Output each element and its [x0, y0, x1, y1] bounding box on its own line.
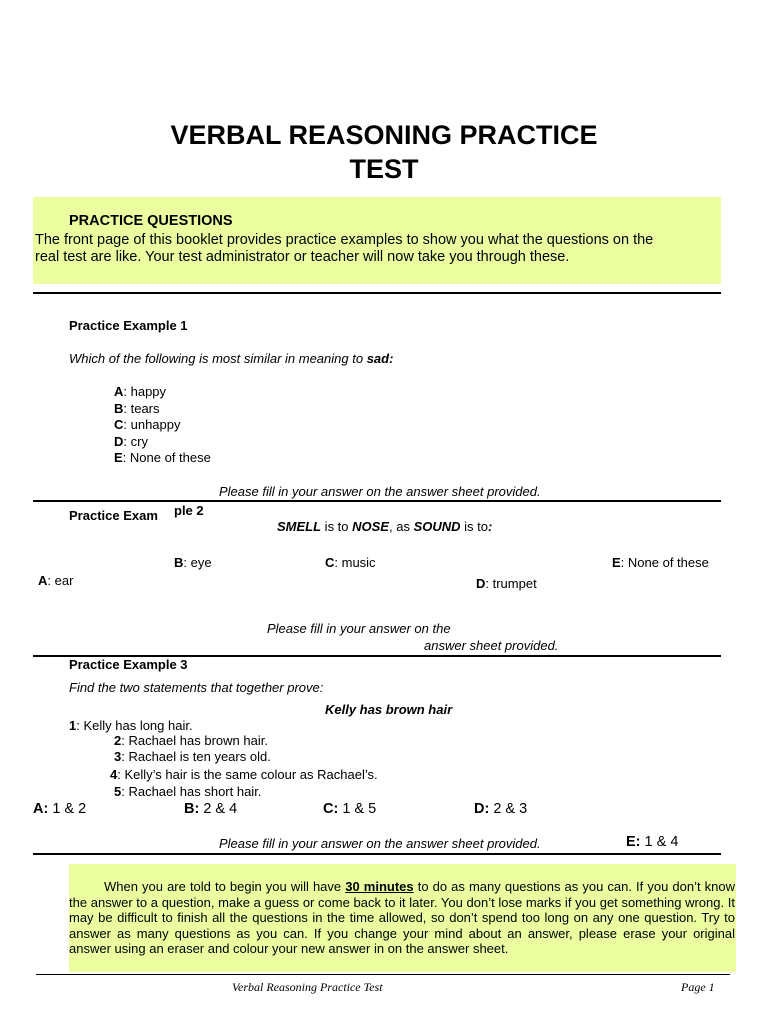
option-b: B: tears — [114, 401, 160, 416]
option-d: D: cry — [114, 434, 148, 449]
example-2-fill-note-line-1: Please fill in your answer on the — [267, 621, 451, 636]
statement-1: 1: Kelly has long hair. — [69, 718, 193, 733]
divider — [33, 853, 721, 855]
example-3-heading: Practice Example 3 — [69, 657, 188, 672]
option-a: A: happy — [114, 384, 167, 399]
footer-title: Verbal Reasoning Practice Test — [232, 980, 383, 994]
example-1-heading: Practice Example 1 — [69, 318, 188, 333]
answer-e: E: 1 & 4 — [626, 834, 679, 850]
question-word: sad: — [366, 351, 394, 366]
example-2-question: SMELL is to NOSE, as SOUND is to: — [277, 519, 493, 534]
example-2-heading-part-1: Practice Exam — [69, 508, 158, 523]
statement-4: 4: Kelly’s hair is the same colour as Rachael’s. — [110, 767, 378, 782]
statement-3: 3: Rachael is ten years old. — [114, 749, 271, 764]
option-e: E: None of these — [114, 450, 211, 465]
option-d: D: trumpet — [476, 576, 537, 591]
example-3-question: Find the two statements that together prove: — [69, 680, 324, 695]
option-c: C: music — [325, 555, 376, 570]
option-b: B: eye — [174, 555, 212, 570]
answer-c: C: 1 & 5 — [323, 801, 377, 817]
time-limit: 30 minutes — [345, 879, 414, 894]
statement-5: 5: Rachael has short hair. — [114, 784, 262, 799]
answer-a: A: 1 & 2 — [33, 801, 87, 817]
page-title-line-2: TEST — [349, 154, 419, 184]
statement-2: 2: Rachael has brown hair. — [114, 733, 268, 748]
example-2-fill-note-line-2: answer sheet provided. — [424, 638, 559, 653]
question-text: Which of the following is most similar in meaning to — [69, 351, 367, 366]
example-3-fill-note: Please fill in your answer on the answer sheet provided. — [219, 836, 541, 851]
intro-heading: PRACTICE QUESTIONS — [69, 213, 233, 229]
divider — [33, 500, 721, 502]
page-title-line-1: VERBAL REASONING PRACTICE — [170, 120, 598, 150]
divider — [33, 292, 721, 294]
example-1-question — [69, 351, 393, 366]
example-3-statement: Kelly has brown hair — [325, 702, 453, 717]
option-e: E: None of these — [612, 555, 709, 570]
page-number: Page 1 — [681, 980, 715, 994]
intro-line-2: real test are like. Your test administrator or teacher will now take you through these. — [35, 249, 570, 265]
option-a: A: ear — [38, 573, 74, 588]
answer-d: D: 2 & 3 — [474, 801, 528, 817]
intro-line-1: The front page of this booklet provides practice examples to show you what the questions on the — [35, 232, 654, 248]
example-2-heading-part-2: ple 2 — [174, 503, 204, 518]
footer-divider — [36, 974, 730, 975]
instructions-paragraph: When you are told to begin you will have 30 minutes to do as many questions as you can. If you don’t know the answer to a question, make a guess or come back to it later. You don’t lose marks if you get something wrong. It may be difficult to finish all the questions in the time allowed, so don’t spend too long on any one question. Try to answer as many questions as you can. If you change your mind about an answer, please erase your original answer using an eraser and colour your new answer in on the answer sheet. — [69, 879, 736, 956]
option-c: C: unhappy — [114, 417, 181, 432]
answer-b: B: 2 & 4 — [184, 801, 238, 817]
example-1-fill-note: Please fill in your answer on the answer sheet provided. — [219, 484, 541, 499]
